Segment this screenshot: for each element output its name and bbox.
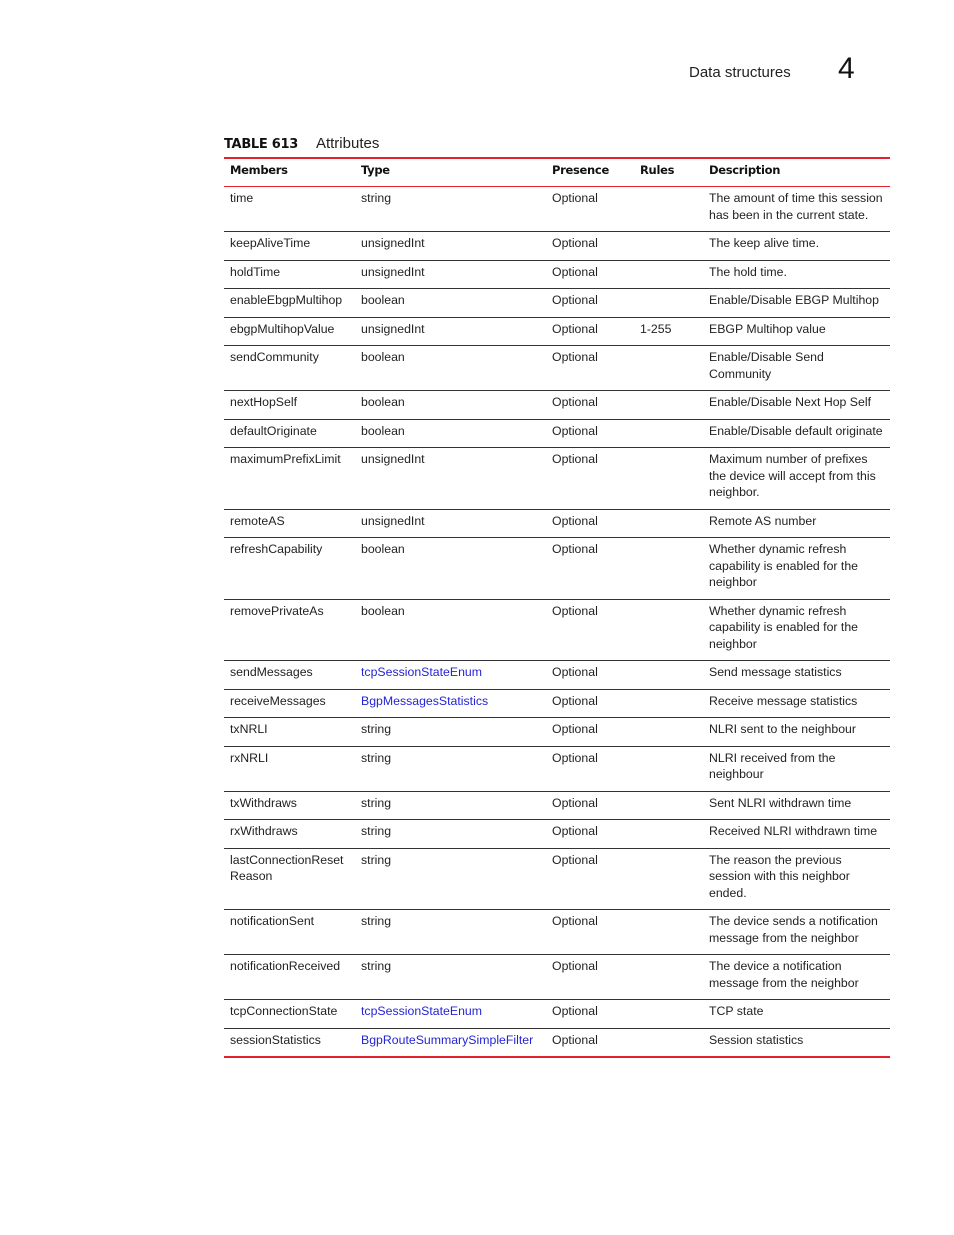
presence-cell: Optional (546, 848, 634, 910)
type-cell: boolean (355, 599, 546, 661)
description-cell: The reason the previous session with this neighbor ended. (703, 848, 890, 910)
rules-cell (634, 232, 703, 261)
type-cell: boolean (355, 538, 546, 600)
member-cell: nextHopSelf (224, 391, 355, 420)
description-cell: Enable/Disable Send Community (703, 346, 890, 391)
column-header-members: Members (224, 158, 355, 187)
presence-cell: Optional (546, 187, 634, 232)
type-cell: string (355, 791, 546, 820)
type-cell: string (355, 955, 546, 1000)
table-row (224, 391, 890, 420)
rules-cell (634, 848, 703, 910)
presence-cell: Optional (546, 317, 634, 346)
member-cell: maximumPrefixLimit (224, 448, 355, 510)
rules-cell (634, 448, 703, 510)
column-header-rules: Rules (634, 158, 703, 187)
type-cell: unsignedInt (355, 260, 546, 289)
presence-cell: Optional (546, 448, 634, 510)
description-cell: Whether dynamic refresh capability is enabled for the neighbor (703, 599, 890, 661)
member-cell: lastConnectionReset Reason (224, 848, 355, 910)
table-caption-label: TABLE 613 (224, 137, 298, 152)
description-cell: The amount of time this session has been in the current state. (703, 187, 890, 232)
description-cell: Enable/Disable Next Hop Self (703, 391, 890, 420)
table-row (224, 848, 890, 910)
rules-cell (634, 509, 703, 538)
table-caption-title: Attributes (315, 135, 380, 152)
table-row (224, 260, 890, 289)
type-cell: string (355, 820, 546, 849)
member-cell: ebgpMultihopValue (224, 317, 355, 346)
type-cell: unsignedInt (355, 232, 546, 261)
rules-cell (634, 260, 703, 289)
description-cell: The device a notification message from the neighbor (703, 955, 890, 1000)
description-cell: Send message statistics (703, 661, 890, 690)
rules-cell (634, 689, 703, 718)
type-cell: boolean (355, 391, 546, 420)
member-cell: txNRLI (224, 718, 355, 747)
table-row (224, 661, 890, 690)
member-cell: sendCommunity (224, 346, 355, 391)
type-link[interactable]: BgpRouteSummarySimpleFilter (361, 1032, 534, 1047)
running-header-title: Data structures (689, 64, 791, 81)
presence-cell: Optional (546, 419, 634, 448)
rules-cell: 1-255 (634, 317, 703, 346)
presence-cell: Optional (552, 1032, 598, 1047)
presence-cell: Optional (546, 232, 634, 261)
presence-cell: Optional (546, 599, 634, 661)
description-cell: The device sends a notification message from the neighbor (703, 910, 890, 955)
rules-cell (634, 419, 703, 448)
table-row (224, 448, 890, 510)
table-row (224, 346, 890, 391)
type-cell: string (355, 718, 546, 747)
presence-cell: Optional (546, 260, 634, 289)
member-cell: time (224, 187, 355, 232)
type-cell: boolean (355, 289, 546, 318)
presence-cell: Optional (546, 955, 634, 1000)
description-cell: The keep alive time. (703, 232, 890, 261)
table-row (224, 820, 890, 849)
rules-cell (634, 661, 703, 690)
table-row (224, 791, 890, 820)
attributes-table (224, 157, 890, 1058)
description-cell: Maximum number of prefixes the device will accept from this neighbor. (703, 448, 890, 510)
table-row (224, 599, 890, 661)
type-cell: unsignedInt (355, 448, 546, 510)
member-cell: rxWithdraws (224, 820, 355, 849)
table-row (224, 509, 890, 538)
description-cell: Session statistics (709, 1032, 804, 1047)
presence-cell: Optional (546, 538, 634, 600)
presence-cell: Optional (546, 689, 634, 718)
type-cell: unsignedInt (355, 509, 546, 538)
presence-cell: Optional (546, 509, 634, 538)
type-cell: boolean (355, 419, 546, 448)
rules-cell (634, 910, 703, 955)
type-cell (355, 1000, 546, 1029)
rules-cell (634, 1028, 703, 1057)
member-cell: rxNRLI (224, 746, 355, 791)
table-header-row (224, 158, 890, 187)
member-cell: removePrivateAs (224, 599, 355, 661)
rules-cell (634, 599, 703, 661)
rules-cell (634, 791, 703, 820)
table-row (224, 746, 890, 791)
table-caption (224, 135, 379, 152)
presence-cell: Optional (546, 289, 634, 318)
rules-cell (634, 538, 703, 600)
rules-cell (634, 718, 703, 747)
rules-cell (634, 1000, 703, 1029)
table-row (224, 317, 890, 346)
type-link[interactable]: tcpSessionStateEnum (361, 1004, 482, 1018)
type-cell: string (355, 187, 546, 232)
description-cell: The hold time. (703, 260, 890, 289)
table-row (224, 1000, 890, 1029)
presence-cell: Optional (546, 746, 634, 791)
type-cell: unsignedInt (355, 317, 546, 346)
presence-cell: Optional (546, 791, 634, 820)
description-cell: Received NLRI withdrawn time (703, 820, 890, 849)
type-cell (355, 689, 546, 718)
member-cell: holdTime (224, 260, 355, 289)
member-cell: enableEbgpMultihop (224, 289, 355, 318)
rules-cell (634, 746, 703, 791)
description-cell: EBGP Multihop value (703, 317, 890, 346)
member-cell: notificationSent (224, 910, 355, 955)
column-header-description: Description (703, 158, 890, 187)
type-cell: boolean (355, 346, 546, 391)
description-cell: TCP state (703, 1000, 890, 1029)
table-row (224, 538, 890, 600)
presence-cell: Optional (546, 820, 634, 849)
member-cell: txWithdraws (224, 791, 355, 820)
table-row (224, 232, 890, 261)
table-row (224, 1028, 890, 1057)
rules-cell (634, 187, 703, 232)
chapter-number: 4 (838, 52, 855, 85)
table-row (224, 718, 890, 747)
table-row (224, 689, 890, 718)
type-link[interactable]: BgpMessagesStatistics (361, 693, 489, 708)
presence-cell: Optional (546, 346, 634, 391)
description-cell: Receive message statistics (703, 689, 890, 718)
member-cell: remoteAS (224, 509, 355, 538)
member-cell: tcpConnectionState (224, 1000, 355, 1029)
presence-cell: Optional (546, 661, 634, 690)
description-cell: NLRI sent to the neighbour (703, 718, 890, 747)
rules-cell (634, 820, 703, 849)
column-header-type: Type (355, 158, 546, 187)
table-row (224, 187, 890, 232)
presence-cell: Optional (546, 1000, 634, 1029)
rules-cell (634, 955, 703, 1000)
rules-cell (634, 391, 703, 420)
presence-cell: Optional (546, 910, 634, 955)
rules-cell (634, 346, 703, 391)
type-cell: string (355, 848, 546, 910)
member-cell: keepAliveTime (224, 232, 355, 261)
type-cell: string (355, 910, 546, 955)
table-row (224, 289, 890, 318)
column-header-presence: Presence (546, 158, 634, 187)
type-link[interactable]: tcpSessionStateEnum (361, 665, 482, 679)
type-cell: string (355, 746, 546, 791)
description-cell: Enable/Disable default originate (703, 419, 890, 448)
type-cell (355, 661, 546, 690)
member-cell: defaultOriginate (224, 419, 355, 448)
rules-cell (634, 289, 703, 318)
table-row (224, 955, 890, 1000)
description-cell: Whether dynamic refresh capability is enabled for the neighbor (703, 538, 890, 600)
member-cell: notificationReceived (224, 955, 355, 1000)
description-cell: Sent NLRI withdrawn time (703, 791, 890, 820)
table-row (224, 419, 890, 448)
member-cell: sendMessages (224, 661, 355, 690)
table-row (224, 910, 890, 955)
member-cell: sessionStatistics (230, 1032, 321, 1047)
presence-cell: Optional (546, 391, 634, 420)
table-body (224, 187, 890, 1058)
description-cell: Remote AS number (703, 509, 890, 538)
member-cell: refreshCapability (224, 538, 355, 600)
presence-cell: Optional (546, 718, 634, 747)
description-cell: Enable/Disable EBGP Multihop (703, 289, 890, 318)
type-cell (355, 1028, 546, 1057)
member-cell: receiveMessages (224, 689, 355, 718)
description-cell: NLRI received from the neighbour (703, 746, 890, 791)
